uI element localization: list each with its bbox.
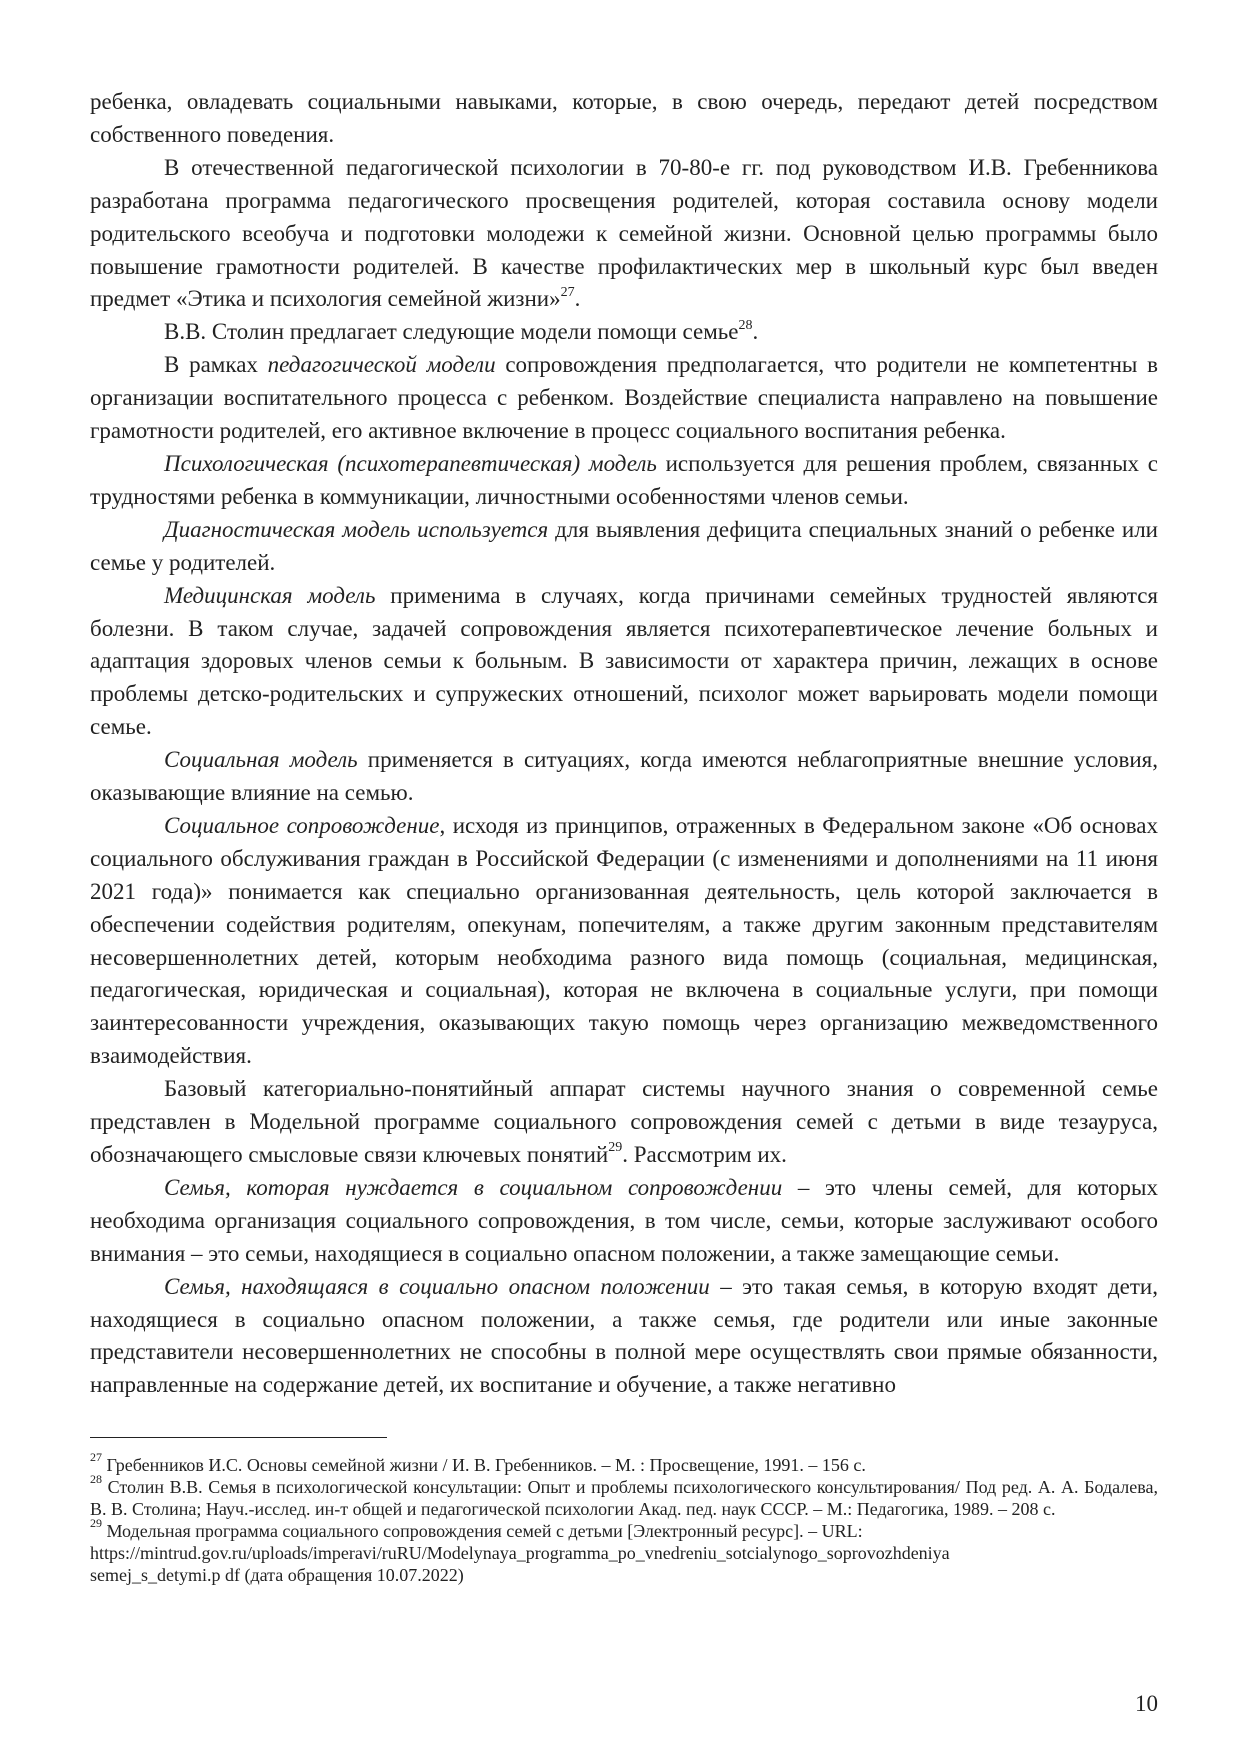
footnote-separator (90, 1437, 387, 1438)
paragraph: В рамках педагогической модели сопровождения предполагается, что родители не компетентны в организации воспитательного процесса с ребенком. Воздействие специалиста направлено на повышение грамотности родителей, его активное включение в процесс социального воспитания ребенка. (90, 352, 1158, 444)
paragraph: В отечественной педагогической психологии в 70-80-е гг. под руководством И.В. Гребенникова разработана программа педагогического просвещения родителей, которая составила основу модели родительского всеобуча и подготовки молодежи к семейной жизни. Основной целью программы было повышение грамотности родителей. В качестве профилактических мер в школьный курс был введен предмет «Этика и психология семейной жизни»$^{27}$. (90, 154, 1158, 312)
footnote-27: $^{27}$ Гребенников И.С. Основы семейной жизни / И. В. Гребенников. – М. : Просвещение, 1991. – 156 с. (90, 1450, 866, 1475)
body-text (90, 86, 1158, 1402)
footnote-29: $^{29}$ Модельная программа социального сопровождения семей с детьми [Электронный ресурс]. – URL: (90, 1516, 863, 1541)
footnote-ref[interactable]: 28 (738, 317, 753, 333)
paragraph: Социальная модель применяется в ситуациях, когда имеются неблагоприятные внешние условия, оказывающие влияние на семью. (90, 747, 1158, 806)
paragraph: Семья, находящаяся в социально опасном положении – это такая семья, в которую входят дети, находящиеся в социально опасном положении, а также семья, где родители или иные законные представители несовершеннолетних не способны в полной мере осуществлять свои прямые обязанности, направленные на содержание детей, их воспитание и обучение, а также негативно (90, 1273, 1158, 1398)
footnote-29-url[interactable]: https://mintrud.gov.ru/uploads/imperavi/ruRU/Modelynaya_programma_po_vnedreniu_sotcialynogo_soprovozhdeniya (90, 1543, 950, 1563)
footnotes (90, 1437, 1158, 1586)
paragraph: В.В. Столин предлагает следующие модели помощи семье$^{28}$. (164, 317, 759, 345)
footnote-29-url-cont[interactable]: semej_s_detymi.p df (дата обращения 10.07.2022) (90, 1565, 464, 1585)
paragraph: Медицинская модель применима в случаях, когда причинами семейных трудностей являются болезни. В таком случае, задачей сопровождения является психотерапевтическое лечение больных и адаптация здоровых членов семьи к больным. В зависимости от характера причин, лежащих в основе проблемы детско-родительских и супружеских отношений, психолог может варьировать модели помощи семье. (90, 582, 1159, 740)
footnote-ref[interactable]: 29 (608, 1140, 623, 1156)
paragraph: Базовый категориально-понятийный аппарат системы научного знания о современной семье представлен в Модельной программе социального сопровождения семей с детьми в виде тезауруса, обозначающего смысловые связи ключевых понятий$^{29}$. Рассмотрим их. (90, 1076, 1158, 1167)
paragraph: Психологическая (психотерапевтическая) модель используется для решения проблем, связанных с трудностями ребенка в коммуникации, личностными особенностями членов семьи. (90, 450, 1159, 509)
paragraph: Социальное сопровождение, исходя из принципов, отраженных в Федеральном законе «Об основах социального обслуживания граждан в Российской Федерации (с изменениями и дополнениями на 11 июня 2021 года)» понимается как специально организованная деятельность, цель которой заключается в обеспечении содействия родителям, опекунам, попечителям, а также другим законным представителям несовершеннолетних детей, которым необходима разного вида помощь (социальная, медицинская, педагогическая, юридическая и социальная), которая не включена в социальные услуги, при помощи заинтересованности учреждения, оказывающих такую помощь через организацию межведомственного взаимодействия. (90, 812, 1158, 1069)
paragraph: Диагностическая модель используется для выявления дефицита специальных знаний о ребенке или семье у родителей. (90, 516, 1158, 575)
footnote-ref[interactable]: 27 (560, 284, 575, 300)
page-number: 10 (1135, 1691, 1158, 1716)
paragraph: ребенка, овладевать социальными навыками, которые, в свою очередь, передают детей посредством собственного поведения. (90, 89, 1158, 147)
footnote-28: $^{28}$ Столин В.В. Семья в психологической консультации: Опыт и проблемы психологического консультирования/ Под ред. А. А. Бодалева, В. В. Столина; Науч.-исслед. ин-т общей и педагогической психологии Акад. пед. наук СССР. – М.: Педагогика, 1989. – 208 с. (90, 1472, 1158, 1519)
paragraph: Семья, которая нуждается в социальном сопровождении – это члены семей, для которых необходима организация социального сопровождения, в том числе, семьи, которые заслуживают особого внимания – это семьи, находящиеся в социально опасном положении, а также замещающие семьи. (90, 1174, 1158, 1266)
